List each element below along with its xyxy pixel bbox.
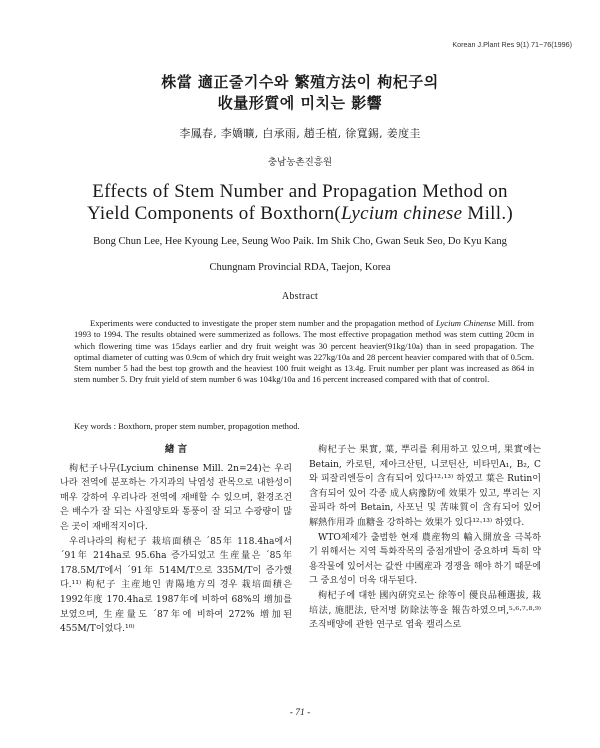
korean-authors: 李鳳春, 李嬌曠, 白承雨, 趙壬植, 徐寬錫, 姜度圭 <box>179 127 421 140</box>
english-affiliation: Chungnam Provincial RDA, Taejon, Korea <box>209 262 391 273</box>
right-paragraph-2: WTO체제가 출범한 현재 農産物의 輸入開放을 극복하기 위해서는 지역 특화작목의 중점개발이 중요하며 특히 약용작물에 있어서는 값싼 中國産과 경쟁을 해야 하기 때문에 그 중요성이 더욱 대두된다. <box>309 532 541 587</box>
english-title-prefix: Yield Components of Boxthorn( <box>86 203 342 224</box>
abstract-part-2: Mill. from 1993 to 1994. The results obtained were summerized as follows. The most effective propagation method was stem cutting 20cm in which flowering time was 15days earlier and dry fruit weight was 30 percent heavier(91kg/10a) than in seed propagation. The optimal diameter of cutting was 0.9cm of which dry fruit weight was 227kg/10a and 28 percent heavier compared with that of 0.5cm. Stem number 5 had the best top growth and the heaviest 100 fruit weight as 13.4g. Fruit number per plant was increased as 864 in stem number 5. Dry fruit yield of stem number 6 was 104kg/10a and 16 percent increased compared with that of control. <box>74 318 534 385</box>
english-title-line-2 <box>0 203 600 225</box>
abstract-text <box>74 318 534 386</box>
english-title-species: Lycium chinese <box>341 203 463 224</box>
right-paragraph-3: 枸杞子에 대한 國內硏究로는 徐等이 優良品種選拔, 栽培法, 施肥法, 탄저병 防除法等을 報告하였으며,⁵·⁶·⁷·⁸·⁹⁾ 조직배양에 관한 연구로 엽육 캘리스로 <box>309 590 541 631</box>
korean-title-line-2: 收量形質에 미치는 影響 <box>217 94 383 112</box>
korean-affiliation: 충남농촌진흥원 <box>267 157 333 168</box>
keywords: Key words : Boxthorn, proper stem number, propagotion method. <box>74 421 300 431</box>
abstract-heading: Abstract <box>281 291 319 302</box>
journal-reference: Korean J.Plant Res 9(1) 71~76(1996) <box>452 40 572 49</box>
english-title-line-1: Effects of Stem Number and Propagation Method on <box>92 181 508 202</box>
left-column <box>60 443 292 637</box>
english-authors: Bong Chun Lee, Hee Kyoung Lee, Seung Woo Paik. Im Shik Cho, Gwan Seuk Seo, Do Kyu Kang <box>93 236 507 247</box>
right-column <box>309 443 541 633</box>
section-heading-introduction: 緖 言 <box>164 444 188 455</box>
right-paragraph-1: 枸杞子는 果實, 葉, 뿌리를 利用하고 있으며, 果實에는 Betain, 카로틴, 제아크산틴, 니코틴산, 비타민A₁, B₂, C와 피잘리엔등이 含有되어 있다¹²·¹³⁾ 하였고 葉은 Rutin이 含有되어 있어 각종 成人病豫防에 效果가 있고, 뿌리는 지골피라 하여 Betain, 사포닌 및 苦味質이 含有되어 있어 解熱作用과 血糖을 강하하는 效果가 있다¹²·¹³⁾ 하였다. <box>309 445 541 528</box>
abstract-species: Lycium Chinense <box>435 318 496 328</box>
korean-title-line-1: 株當 適正줄기수와 繁殖方法이 枸杞子의 <box>161 73 439 91</box>
intro-paragraph-1: 枸杞子나무(Lycium chinense Mill. 2n=24)는 우리나라 전역에 분포하는 가지과의 낙엽성 관목으로 내한성이 매우 강하여 우리나라 전역에 재배할 수 있으며, 환경조건은 배수가 잘 되는 사질양토와 통풍이 잘 되고 수광량이 많은 곳이 재배적지이다. <box>60 463 292 532</box>
english-title-suffix: Mill.) <box>462 203 514 224</box>
intro-paragraph-2: 우리나라의 枸杞子 栽培面積은 ´85年 118.4ha에서 ´91年 214ha로 95.6ha 증가되었고 生産量은 ´85年 178.5M/T에서 ´91年 514M/T으로 335M/T이 증가했다.¹¹⁾ 枸杞子 主産地인 靑陽地方의 경우 栽培面積은 1992年度 170.4ha로 1987年에 비하여 68%의 增加를 보였으며, 生産量도 ´87年에 비하여 272% 增加된 455M/T이었다.¹⁰⁾ <box>60 536 292 635</box>
page-number: - 71 - <box>289 708 311 718</box>
abstract-part-1: Experiments were conducted to investigate the proper stem number and the propagation method of <box>90 318 436 328</box>
